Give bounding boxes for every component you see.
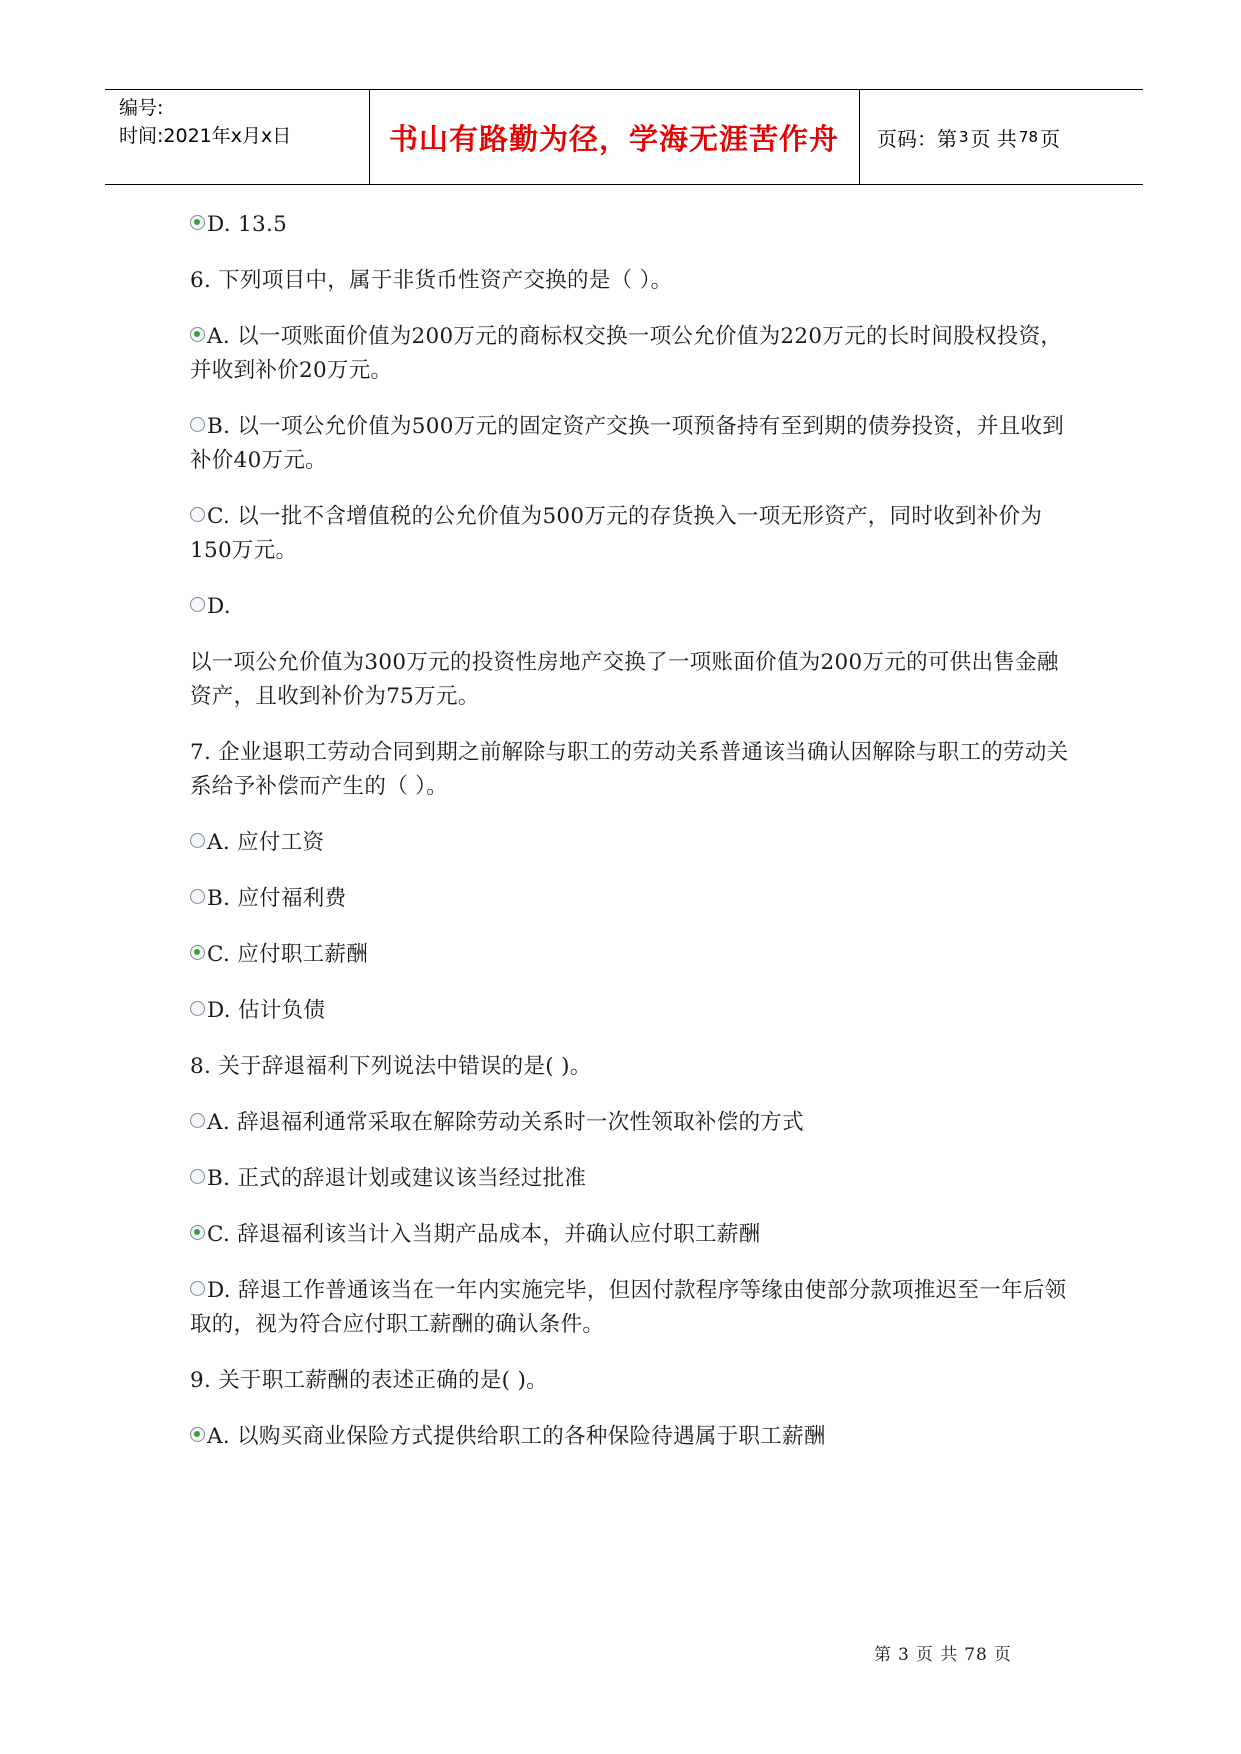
radio-unchecked-icon[interactable] xyxy=(190,507,205,522)
question-text xyxy=(190,264,1070,298)
radio-checked-icon[interactable] xyxy=(190,327,205,342)
footer-prefix: 第 xyxy=(874,1645,892,1665)
number-label: 编号: xyxy=(119,97,164,119)
radio-unchecked-icon[interactable] xyxy=(190,1281,205,1296)
page-suffix: 页 xyxy=(1040,126,1060,151)
option-label: D. 13.5 xyxy=(207,212,288,237)
option-label: A. 应付工资 xyxy=(207,830,325,855)
text: 7. 企业退职工劳动合同到期之前解除与职工的劳动关系普通该当确认因解除与职工的劳动关系给予补偿而产生的（ ）。 xyxy=(190,740,1069,799)
answer-option[interactable] xyxy=(190,826,1070,860)
answer-option[interactable] xyxy=(190,1162,1070,1196)
text: 9. 关于职工薪酬的表述正确的是( )。 xyxy=(190,1368,548,1393)
option-label: C. 辞退福利该当计入当期产品成本，并确认应付职工薪酬 xyxy=(207,1222,761,1247)
answer-option[interactable] xyxy=(190,1274,1070,1342)
radio-checked-icon[interactable] xyxy=(190,1225,205,1240)
option-label: D. 辞退工作普通该当在一年内实施完毕，但因付款程序等缘由使部分款项推迟至一年后领取的，视为符合应付职工薪酬的确认条件。 xyxy=(190,1278,1067,1337)
radio-unchecked-icon[interactable] xyxy=(190,1001,205,1016)
option-label: B. 正式的辞退计划或建议该当经过批准 xyxy=(207,1166,587,1191)
page-footer xyxy=(874,1640,1018,1665)
answer-option[interactable] xyxy=(190,208,1070,242)
question-text xyxy=(190,1050,1070,1084)
footer-mid: 页 共 xyxy=(915,1645,959,1665)
header-meta xyxy=(119,94,291,150)
page-total: 78 xyxy=(1018,128,1038,146)
text: 6. 下列项目中，属于非货币性资产交换的是（ ）。 xyxy=(190,268,673,293)
page-number: 3 xyxy=(959,128,969,146)
option-label: B. 应付福利费 xyxy=(207,886,347,911)
answer-option[interactable] xyxy=(190,410,1070,478)
option-label: C. 以一批不含增值税的公允价值为500万元的存货换入一项无形资产，同时收到补价为150万元。 xyxy=(190,504,1043,563)
radio-unchecked-icon[interactable] xyxy=(190,597,205,612)
header-page-info xyxy=(877,90,1060,184)
page-prefix: 页码：第 xyxy=(877,126,957,151)
answer-option[interactable] xyxy=(190,882,1070,916)
answer-option[interactable] xyxy=(190,938,1070,972)
option-label: A. 以一项账面价值为200万元的商标权交换一项公允价值为220万元的长时间股权投资，并收到补价20万元。 xyxy=(190,324,1063,383)
option-continuation-text xyxy=(190,646,1070,714)
radio-unchecked-icon[interactable] xyxy=(190,833,205,848)
footer-page-total: 78 xyxy=(964,1645,988,1665)
document-body xyxy=(190,208,1070,1454)
option-label: C. 应付职工薪酬 xyxy=(207,942,369,967)
option-label: D. xyxy=(207,594,231,619)
radio-unchecked-icon[interactable] xyxy=(190,889,205,904)
radio-unchecked-icon[interactable] xyxy=(190,417,205,432)
answer-option[interactable] xyxy=(190,1106,1070,1140)
footer-suffix: 页 xyxy=(993,1645,1012,1665)
option-label: A. 辞退福利通常采取在解除劳动关系时一次性领取补偿的方式 xyxy=(207,1110,804,1135)
answer-option[interactable] xyxy=(190,590,1070,624)
radio-checked-icon[interactable] xyxy=(190,215,205,230)
header-divider xyxy=(859,90,860,184)
question-text xyxy=(190,736,1070,804)
page-mid: 页 共 xyxy=(970,126,1017,151)
question-text xyxy=(190,1364,1070,1398)
option-label: D. 估计负债 xyxy=(207,998,326,1023)
radio-checked-icon[interactable] xyxy=(190,945,205,960)
document-header xyxy=(105,89,1143,185)
radio-checked-icon[interactable] xyxy=(190,1427,205,1442)
footer-page-number: 3 xyxy=(898,1645,910,1665)
answer-option[interactable] xyxy=(190,320,1070,388)
answer-option[interactable] xyxy=(190,1420,1070,1454)
answer-option[interactable] xyxy=(190,994,1070,1028)
radio-unchecked-icon[interactable] xyxy=(190,1169,205,1184)
option-label: B. 以一项公允价值为500万元的固定资产交换一项预备持有至到期的债券投资，并且收到补价40万元。 xyxy=(190,414,1065,473)
answer-option[interactable] xyxy=(190,500,1070,568)
header-motto: 书山有路勤为径，学海无涯苦作舟 xyxy=(388,121,839,156)
text: 8. 关于辞退福利下列说法中错误的是( )。 xyxy=(190,1054,592,1079)
time-label: 时间:2021年x月x日 xyxy=(119,125,292,147)
text: 以一项公允价值为300万元的投资性房地产交换了一项账面价值为200万元的可供出售金融资产，且收到补价为75万元。 xyxy=(190,650,1059,709)
option-label: A. 以购买商业保险方式提供给职工的各种保险待遇属于职工薪酬 xyxy=(207,1424,826,1449)
answer-option[interactable] xyxy=(190,1218,1070,1252)
radio-unchecked-icon[interactable] xyxy=(190,1113,205,1128)
